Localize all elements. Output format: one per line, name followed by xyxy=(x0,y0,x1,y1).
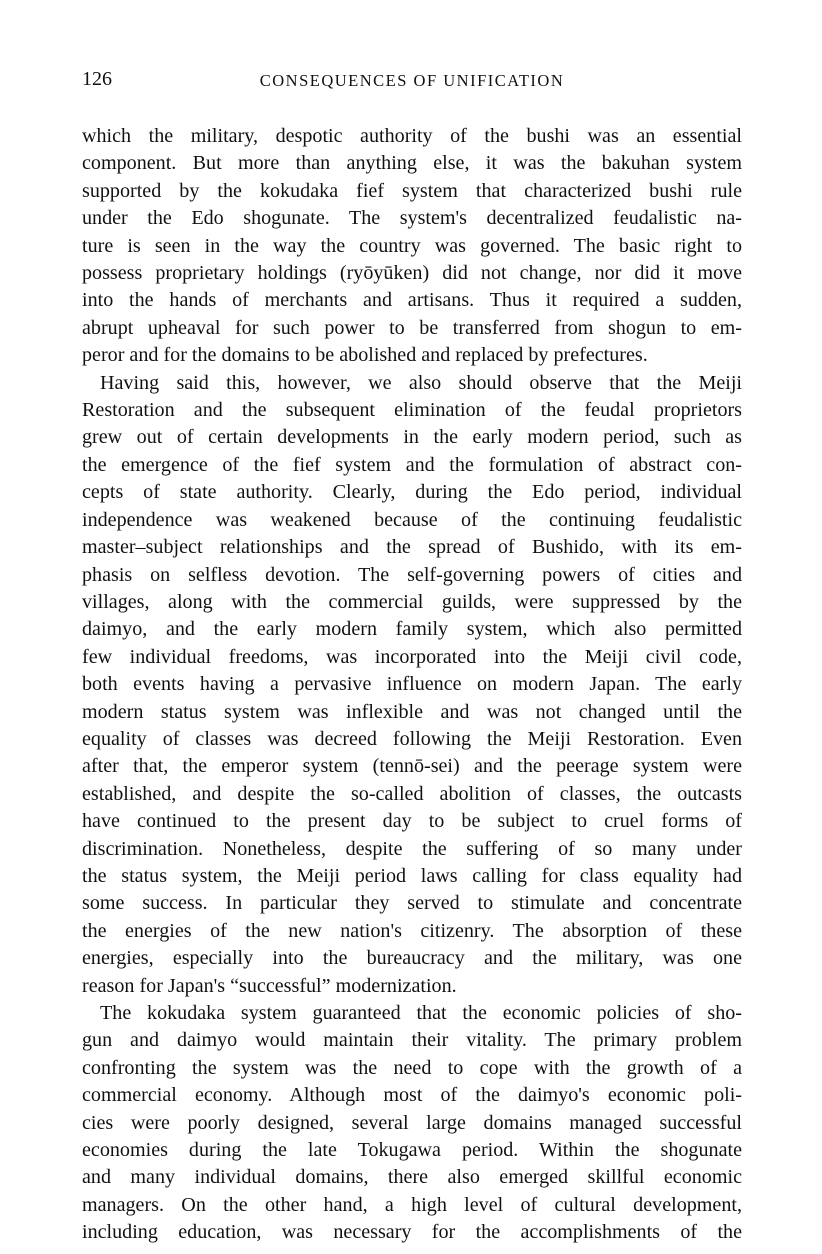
text-line: commercial economy. Although most of the daimyo's economic poli- xyxy=(82,1084,742,1107)
text-line: master–subject relationships and the spread of Bushido, with its em- xyxy=(82,536,742,559)
text-line: have continued to the present day to be subject to cruel forms of xyxy=(82,810,742,833)
text-line: gun and daimyo would maintain their vitality. The primary problem xyxy=(82,1029,742,1052)
text-line: under the Edo shogunate. The system's decentralized feudalistic na- xyxy=(82,207,742,230)
text-line: including education, was necessary for the accomplishments of the xyxy=(82,1221,742,1244)
text-line: possess proprietary holdings (ryōyūken) did not change, nor did it move xyxy=(82,262,742,285)
text-line: economies during the late Tokugawa period. Within the shogunate xyxy=(82,1139,742,1162)
text-line: both events having a pervasive influence on modern Japan. The early xyxy=(82,673,742,696)
text-line: discrimination. Nonetheless, despite the suffering of so many under xyxy=(82,837,742,860)
text-line: established, and despite the so-called abolition of classes, the outcasts xyxy=(82,782,742,805)
text-line: modern status system was inflexible and was not changed until the xyxy=(82,700,742,723)
text-line: cies were poorly designed, several large domains managed successful xyxy=(82,1111,742,1134)
text-line: The kokudaka system guaranteed that the economic policies of sho- xyxy=(100,1002,742,1024)
text-line: managers. On the other hand, a high level of cultural development, xyxy=(82,1193,742,1216)
text-line: some success. In particular they served to stimulate and concentrate xyxy=(82,892,742,915)
text-line: reason for Japan's “successful” modernization. xyxy=(82,974,457,997)
text-line: confronting the system was the need to cope with the growth of a xyxy=(82,1056,742,1079)
page-header xyxy=(82,68,742,98)
text-line: Restoration and the subsequent elimination of the feudal proprietors xyxy=(82,399,742,422)
text-line: supported by the kokudaka fief system that characterized bushi rule xyxy=(82,179,742,202)
paragraph-3 xyxy=(82,1000,742,1247)
text-line: the status system, the Meiji period laws calling for class equality had xyxy=(82,864,742,887)
page-number: 126 xyxy=(82,68,112,90)
text-line: peror and for the domains to be abolished and replaced by prefectures. xyxy=(82,344,648,367)
text-line: the energies of the new nation's citizenry. The absorption of these xyxy=(82,919,742,942)
book-page xyxy=(82,68,742,1247)
text-line: villages, along with the commercial guilds, were suppressed by the xyxy=(82,590,742,613)
text-line: grew out of certain developments in the early modern period, such as xyxy=(82,426,742,449)
running-head: CONSEQUENCES OF UNIFICATION xyxy=(259,71,565,90)
body-text xyxy=(82,123,742,1247)
text-line: into the hands of merchants and artisans. Thus it required a sudden, xyxy=(82,289,742,312)
text-line: abrupt upheaval for such power to be transferred from shogun to em- xyxy=(82,316,742,339)
text-line: cepts of state authority. Clearly, during the Edo period, individual xyxy=(82,481,742,504)
text-line: daimyo, and the early modern family system, which also permitted xyxy=(82,618,742,641)
text-line: ture is seen in the way the country was governed. The basic right to xyxy=(82,234,742,257)
text-line: after that, the emperor system (tennō-sei) and the peerage system were xyxy=(82,755,742,778)
text-line: energies, especially into the bureaucracy and the military, was one xyxy=(82,947,742,970)
text-line: the emergence of the fief system and the formulation of abstract con- xyxy=(82,453,742,476)
text-line: equality of classes was decreed following the Meiji Restoration. Even xyxy=(82,727,742,750)
text-line: which the military, despotic authority of the bushi was an essential xyxy=(82,125,742,147)
text-line: phasis on selfless devotion. The self-governing powers of cities and xyxy=(82,563,742,586)
text-line: component. But more than anything else, it was the bakuhan system xyxy=(82,152,742,175)
text-line: few individual freedoms, was incorporated into the Meiji civil code, xyxy=(82,645,742,668)
paragraph-1 xyxy=(82,123,742,370)
paragraph-2 xyxy=(82,370,742,1000)
text-line: Having said this, however, we also should observe that the Meiji xyxy=(100,371,742,394)
text-line: and many individual domains, there also emerged skillful economic xyxy=(82,1166,742,1189)
text-line: independence was weakened because of the continuing feudalistic xyxy=(82,508,742,531)
